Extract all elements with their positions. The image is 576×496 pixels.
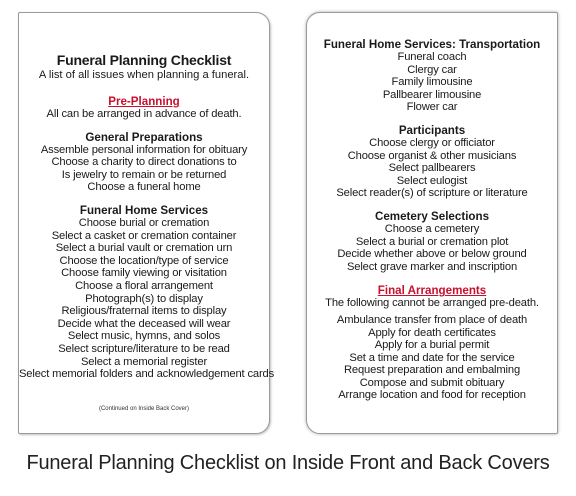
final-arrangements-heading: Final Arrangements <box>377 284 487 298</box>
list-item: Photograph(s) to display <box>85 292 203 305</box>
funeral-home-services-heading: Funeral Home Services <box>79 203 209 217</box>
list-item: Pallbearer limousine <box>382 88 482 101</box>
list-item: Request preparation and embalming <box>343 364 521 377</box>
list-item: Select grave marker and inscription <box>346 260 518 273</box>
pre-planning-note: All can be arranged in advance of death. <box>46 108 242 120</box>
cemetery-selections-list <box>307 223 557 273</box>
crop-mark <box>557 46 558 50</box>
list-item: Select a casket or cremation container <box>51 229 237 242</box>
list-item: Decide what the deceased will wear <box>57 317 231 330</box>
list-item: Select a memorial register <box>80 355 208 368</box>
list-item: Compose and submit obituary <box>359 376 505 389</box>
general-preparations-heading: General Preparations <box>85 130 203 144</box>
final-arrangements-note: The following cannot be arranged pre-death. <box>325 297 539 310</box>
list-item: Select a burial or cremation plot <box>355 235 509 248</box>
list-item: Set a time and date for the service <box>349 351 515 364</box>
checklist-title: Funeral Planning Checklist <box>56 52 232 68</box>
list-item: Select pallbearers <box>388 162 476 175</box>
crop-mark <box>269 398 270 402</box>
list-item: Assemble personal information for obituary <box>40 143 248 156</box>
image-caption: Funeral Planning Checklist on Inside Front and Back Covers <box>26 452 550 474</box>
list-item: Select memorial folders and acknowledgement cards <box>19 368 275 381</box>
inside-front-cover-card <box>18 12 275 434</box>
list-item: Choose organist & other musicians <box>347 149 517 162</box>
list-item: Select music, hymns, and solos <box>67 330 221 343</box>
participants-heading: Participants <box>398 123 466 137</box>
list-item: Choose a funeral home <box>87 181 201 194</box>
list-item: Clergy car <box>407 63 457 76</box>
checklist-subtitle: A list of all issues when planning a funeral. <box>38 69 250 81</box>
final-arrangements-list <box>307 314 557 402</box>
pre-planning-heading: Pre-Planning <box>108 95 180 108</box>
list-item: Religious/fraternal items to display <box>61 305 227 318</box>
funeral-home-services-list <box>19 216 275 381</box>
list-item: Flower car <box>406 101 458 114</box>
list-item: Apply for a burial permit <box>374 339 490 352</box>
list-item: Choose a cemetery <box>384 222 480 235</box>
list-item: Choose clergy or officiator <box>369 136 495 149</box>
list-item: Choose family viewing or visitation <box>61 267 227 280</box>
crop-mark <box>18 398 19 402</box>
list-item: Choose burial or cremation <box>78 216 210 229</box>
list-item: Select reader(s) of scripture or literature <box>336 187 528 200</box>
list-item: Apply for death certificates <box>368 326 496 339</box>
cemetery-selections-heading: Cemetery Selections <box>374 209 490 223</box>
list-item: Select a burial vault or cremation urn <box>55 242 233 255</box>
list-item: Select scripture/literature to be read <box>58 342 230 355</box>
transportation-list <box>307 51 557 114</box>
participants-list <box>307 137 557 200</box>
inside-back-cover-card <box>306 12 558 434</box>
list-item: Funeral coach <box>397 51 467 63</box>
list-item: Family limousine <box>391 76 473 89</box>
list-item: Arrange location and food for reception <box>338 389 526 402</box>
transportation-heading: Funeral Home Services: Transportation <box>323 38 541 51</box>
list-item: Choose a charity to direct donations to <box>51 156 237 169</box>
list-item: Is jewelry to remain or be returned <box>61 168 227 181</box>
list-item: Select eulogist <box>396 174 468 187</box>
general-preparations-list <box>19 144 269 194</box>
list-item: Decide whether above or below ground <box>337 248 527 261</box>
continued-footnote: (Continued on Inside Back Cover) <box>98 405 190 412</box>
list-item: Choose the location/type of service <box>59 254 229 267</box>
crop-mark <box>306 46 307 50</box>
list-item: Ambulance transfer from place of death <box>336 313 528 326</box>
list-item: Choose a floral arrangement <box>75 279 213 292</box>
